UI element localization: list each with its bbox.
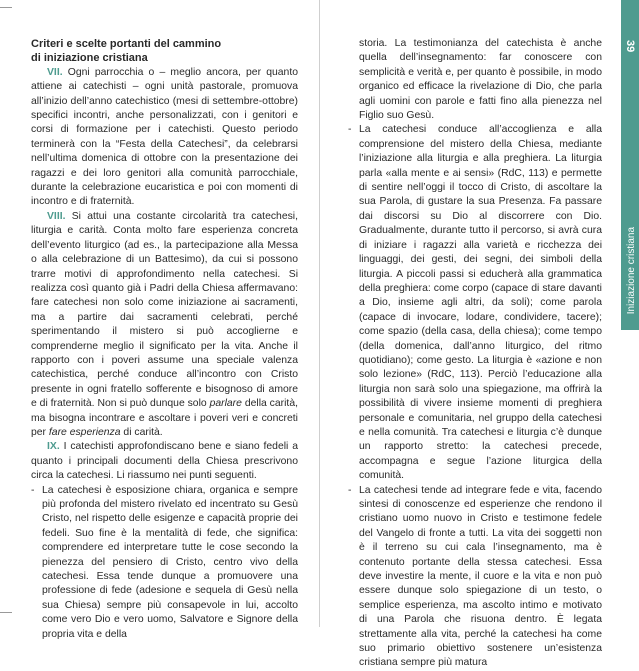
paragraph-text: Ogni parrocchia o – meglio ancora, per quanto attiene ai catechisti – ogni unità pastorale, promuova all’inizio dell’anno catechistico (mesi di settembre-ottobre) specifici incontri, anche personalizzati, con i genitori e corsi di formazione per i catechisti. Questo periodo terminerà con la “Festa della Catechesi”, da celebrarsi nell’ultima domenica di ottobre con la presentazione dei ragazzi e dei loro genitori alla comunità parrocchiale, durante la celebrazione eucaristica e poi con momenti di incontro e di fraternità. xyxy=(31,66,298,208)
heading-line-1: Criteri e scelte portanti del cammino xyxy=(31,38,222,50)
bullet-text: La catechesi tende ad integrare fede e vita, facendo sintesi di conoscenze ed esperienze che rendono il cristiano uomo nuovo in Cristo e testimone fedele del Vangelo di fronte a tutti. La vita dei soggetti non è il terreno su cui cala l’insegnamento, ma è contenuto portante della stessa catechesi. Essa deve investire la mente, il cuore e la vita e non può essere dunque solo spiegazione di un testo, o semplice esperienza, ma ascolto intimo e motivato di una Parola che risuona dentro. È legata strettamente alla vita, perché la catechesi ha come suo primario obiettivo sostenere un’esistenza cristiana sempre più matura xyxy=(359,484,602,669)
paragraph-number: IX. xyxy=(47,441,60,453)
continued-text: storia. La testimonianza del catechista è anche quella dell’insegnamento: far conoscere con semplicità e verità e, per quanto è possibile, in modo organico ed efficace la rivelazione di Dio, che parla agli uomini con parole e fatti fino alla pienezza nel Figlio suo Gesù. xyxy=(359,38,602,122)
paragraph-text: Si attui una costante circolarità tra catechesi, liturgia e carità. Conta molto fare esperienza concreta dell’evento liturgico (ad es., la partecipazione alla Messa o alla celebrazione di un Battesimo), da cui si possono trarre motivi di approfondimento nella catechesi. Si realizza così quanto già i Padri della Chiesa affermavano: fare catechesi non solo come iniziazione ai sacramenti, ma a partire dai sacramenti celebrati, perché sperimentando il mistero si può accoglierne e comprenderne meglio il significato per la vita. Anche il rapporto con i poveri assume una speciale valenza catechistica, perché conduce all’incontro con Cristo presente in ogni fratello sofferente e bisognoso di amore e di fraternità. Non si può dunque solo xyxy=(31,210,298,410)
heading-line-2: di iniziazione cristiana xyxy=(31,52,148,65)
right-page xyxy=(320,0,639,669)
left-page xyxy=(0,0,319,640)
section-heading xyxy=(31,37,298,66)
bullet-item xyxy=(348,123,602,483)
emphasis-text: fare esperienza xyxy=(48,426,121,438)
paragraph-text: di carità. xyxy=(120,426,163,438)
side-band xyxy=(621,0,639,330)
paragraph-ix xyxy=(31,440,298,483)
paragraph-text: I catechisti approfondiscano bene e siano fedeli a quanto i principali documenti della Chiesa prescrivono circa la catechesi. Li riassumo nei punti seguenti. xyxy=(31,441,298,482)
paragraph-text: della carità, ma bisogna incontrare e ascoltare i poveri veri e concreti per xyxy=(31,398,298,438)
page-number: 39 xyxy=(624,40,636,53)
paragraph-vii xyxy=(31,66,298,210)
bullet-dash: - xyxy=(348,484,352,496)
bullet-item xyxy=(348,484,602,671)
bullet-dash: - xyxy=(348,124,352,136)
paragraph-number: VII. xyxy=(47,66,63,78)
paragraph-viii xyxy=(31,210,298,441)
bullet-item xyxy=(31,484,298,642)
bullet-text: La catechesi conduce all’accoglienza e alla comprensione del mistero della Chiesa, mediante l’iniziazione alla liturgia e alla preghiera. La liturgia parla «alla mente e ai sensi» (RdC, 113) e permette di sentire nell’oggi il tocco di Cristo, di ascoltare la sua Parola, di gustare la sua Presenza. Fa passare dai discorsi su Dio al discorrere con Dio. Gradualmente, durante tutto il percorso, si avrà cura di iniziare i ragazzi alla varietà e ricchezza dei linguaggi, dei gesti, dei segni, dei simboli della liturgia. A piccoli passi si educherà alla grammatica della preghiera: come corpo (capace di stare davanti a Dio, insieme agli altri, da soli); come parola (capace di invocare, lodare, condividere, tacere); come spazio (della casa, della chiesa); come tempo (della domenica, dall’anno liturgico, del ritmo quotidiano); come gesto. La liturgia è «azione e non solo lezione» (RdC, 113). Perciò l’educazione alla liturgia non sarà solo una spiegazione, ma offrirà la possibilità di vivere insieme momenti di preghiera personale e comunitaria, nel gruppo della catechesi e nella comunità. Tra catechesi e liturgia c’è dunque un rapporto stretto: la catechesi precede, accompagna e segue l’azione liturgica della comunità. xyxy=(359,124,602,482)
section-side-label: Iniziazione cristiana xyxy=(626,226,637,314)
paragraph-number: VIII. xyxy=(47,210,66,222)
emphasis-text: parlare xyxy=(209,398,242,410)
crop-mark xyxy=(0,7,12,8)
left-text-column xyxy=(31,37,298,642)
bullet-text: La catechesi è esposizione chiara, organica e sempre più profonda del mistero rivelato ed incentrato su Gesù Cristo, nel rispetto delle esigenze e capacità proprie dei fedeli. Suo fine è la mentalità di fede, che significa: comprendere ed interpretare tutte le cose secondo la pienezza del pensiero di Cristo, centro vivo della catechesi. Essa tende dunque a promuovere una professione di fede (adesione e sequela di Gesù nella sua Chiesa) sempre più consapevole in lui, accolto come vero Dio e vero uomo, Salvatore e Signore della propria vita e della xyxy=(42,484,298,640)
right-text-column xyxy=(348,37,602,671)
bullet-dash: - xyxy=(31,484,35,496)
crop-mark xyxy=(0,612,12,613)
